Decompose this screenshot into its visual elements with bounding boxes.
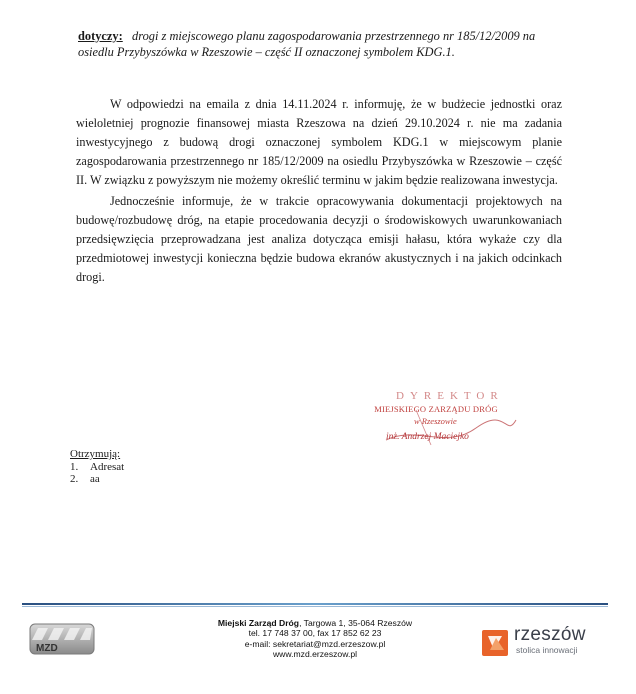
footer-www: www.mzd.erzeszow.pl — [272, 648, 358, 659]
footer-org-line — [150, 618, 480, 628]
stamp-title: DYREKTOR — [396, 390, 504, 402]
footer-email: e-mail: sekretariat@mzd.erzeszow.pl — [244, 638, 386, 649]
stamp-city: w Rzeszowie — [414, 416, 457, 426]
recipients-list — [70, 448, 124, 486]
director-stamp — [356, 390, 526, 460]
subject-line-1: drogi z miejscowego planu zagospodarowania przestrzennego nr 185/12/2009 na — [132, 29, 536, 43]
body-paragraph-1: W odpowiedzi na emaila z dnia 14.11.2024 r. informuję, że w budżecie jednostki oraz wieloletniej prognozie finansowej miasta Rzeszowa na dzień 29.10.2024 r. nie ma zadania inwestycyjnego z budową drogi oznaczonej symbolem KDG.1 w miejscowym planie zagospodarowania przestrzennego nr 185/12/2009 na osiedlu Przybyszówka w Rzeszowie – część II. W związku z powyższym nie możemy określić terminu w jakim będzie realizowana inwestycja. — [76, 97, 562, 187]
subject-label: dotyczy: — [78, 29, 123, 43]
stamp-signer: inż. Andrzej Maciejko — [386, 432, 469, 442]
recipient-item — [70, 461, 124, 474]
subject-block — [78, 28, 598, 60]
letter-body — [76, 95, 562, 287]
recipient-text: aa — [90, 473, 100, 485]
footer-divider-thin — [22, 606, 608, 607]
footer-phone: tel. 17 748 37 00, fax 17 852 62 23 — [248, 628, 382, 639]
rzeszow-name: rzeszów — [514, 624, 586, 645]
footer-address-block — [150, 618, 480, 659]
svg-text:MZD: MZD — [36, 643, 58, 654]
rzeszow-tagline: stolica innowacji — [516, 645, 578, 655]
recipient-number: 1. — [70, 460, 79, 473]
footer-address: , Targowa 1, 35-064 Rzeszów — [299, 618, 413, 628]
recipients-header: Otrzymują: — [70, 448, 121, 460]
recipient-text: Adresat — [90, 460, 125, 473]
recipient-item — [70, 473, 124, 486]
stamp-org: MIEJSKIEGO ZARZĄDU DRÓG — [374, 404, 498, 414]
footer-divider — [22, 603, 608, 605]
footer-org: Miejski Zarząd Dróg — [217, 618, 300, 628]
body-paragraph-2: Jednocześnie informuje, że w trakcie opracowywania dokumentacji projektowych na budowę/rozbudowę dróg, na etapie procedowania decyzji o środowiskowych uwarunkowaniach przedsięwzięcia przeprowadzana jest analiza dotycząca emisji hałasu, która wykaże czy dla przedmiotowej inwestycji konieczna będzie budowa ekranów akustycznych i na jakich odcinkach drogi. — [76, 194, 562, 284]
recipient-number: 2. — [70, 473, 79, 485]
subject-line-2: osiedlu Przybyszówka w Rzeszowie – część II oznaczonej symbolem KDG.1. — [78, 45, 455, 59]
